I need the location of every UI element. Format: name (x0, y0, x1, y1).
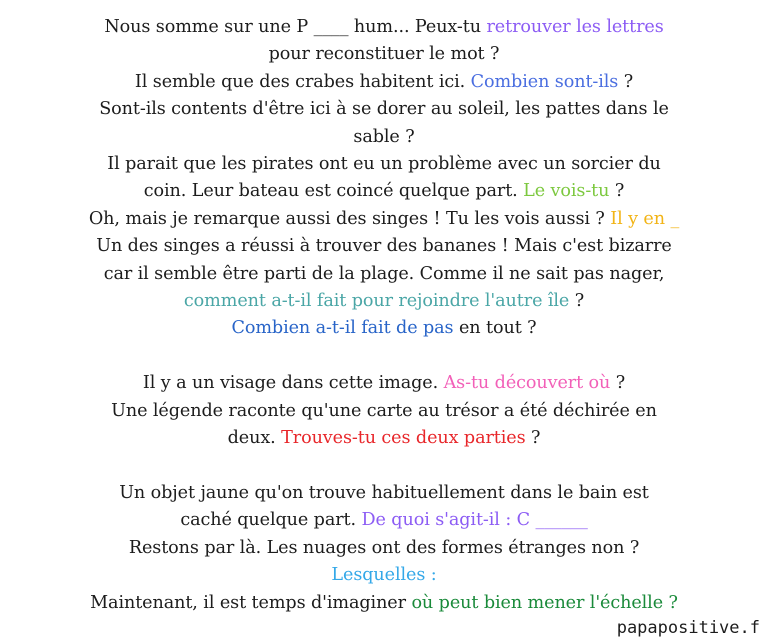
text-line: Un des singes a réussi à trouver des bananes ! Mais c'est bizarre (96, 236, 672, 257)
text: ? (609, 181, 625, 202)
text-line (0, 507, 768, 534)
question-highlight: Il y en _ (610, 208, 680, 229)
text-line (0, 288, 768, 315)
question-highlight: Combien sont-ils (470, 71, 619, 92)
text: Nous somme sur une P ____ hum... Peux-tu (104, 17, 487, 37)
text-line: sable ? (353, 126, 415, 147)
text-line (0, 370, 768, 397)
paragraph-gap (0, 343, 768, 370)
text-line (0, 590, 768, 617)
text-line: Un objet jaune qu'on trouve habituellement dans le bain est (119, 482, 649, 503)
text: Maintenant, il est temps d'imaginer (90, 592, 412, 613)
text-line (0, 315, 768, 342)
text: ? (569, 291, 585, 312)
text: Il semble que des crabes habitent ici. (134, 71, 471, 92)
text: Il y a un visage dans cette image. (142, 373, 444, 394)
text: ? (618, 71, 634, 92)
text: ? (525, 428, 541, 449)
text-line (0, 206, 768, 233)
text-line (0, 425, 768, 452)
text: Oh, mais je remarque aussi des singes ! Tu les vois aussi ? (88, 208, 611, 229)
question-highlight: retrouver les lettres (486, 17, 664, 37)
text-line: car il semble être parti de la plage. Comme il ne sait pas nager, (103, 263, 665, 284)
text: caché quelque part. (180, 510, 362, 531)
question-highlight: Le vois-tu (523, 181, 610, 202)
question-highlight: comment a-t-il fait pour rejoindre l'autre île (183, 291, 570, 312)
question-highlight: De quoi s'agit-il : C ______ (361, 510, 588, 531)
text-line (0, 14, 768, 41)
text: deux. (227, 428, 282, 449)
question-highlight: As-tu découvert où (443, 373, 611, 394)
text: ? (610, 373, 626, 394)
text-line (0, 178, 768, 205)
text-line: Restons par là. Les nuages ont des formes étranges non ? (128, 537, 640, 558)
question-highlight: où peut bien mener l'échelle ? (411, 592, 678, 613)
text-line: Une légende raconte qu'une carte au trésor a été déchirée en (111, 400, 657, 421)
site-watermark: papapositive.f (616, 618, 760, 638)
paragraph-gap (0, 452, 768, 479)
text-line (0, 69, 768, 96)
text-line: Sont-ils contents d'être ici à se dorer au soleil, les pattes dans le (99, 99, 669, 120)
text: en tout ? (453, 318, 537, 339)
question-highlight: Combien a-t-il fait de pas (231, 318, 454, 339)
question-highlight: Trouves-tu ces deux parties (281, 428, 526, 449)
riddle-text (0, 14, 768, 617)
text-line: pour reconstituer le mot ? (268, 44, 500, 65)
text-line: Lesquelles : (331, 565, 437, 586)
text: coin. Leur bateau est coincé quelque part. (143, 181, 524, 202)
text-line: Il parait que les pirates ont eu un problème avec un sorcier du (107, 154, 661, 175)
